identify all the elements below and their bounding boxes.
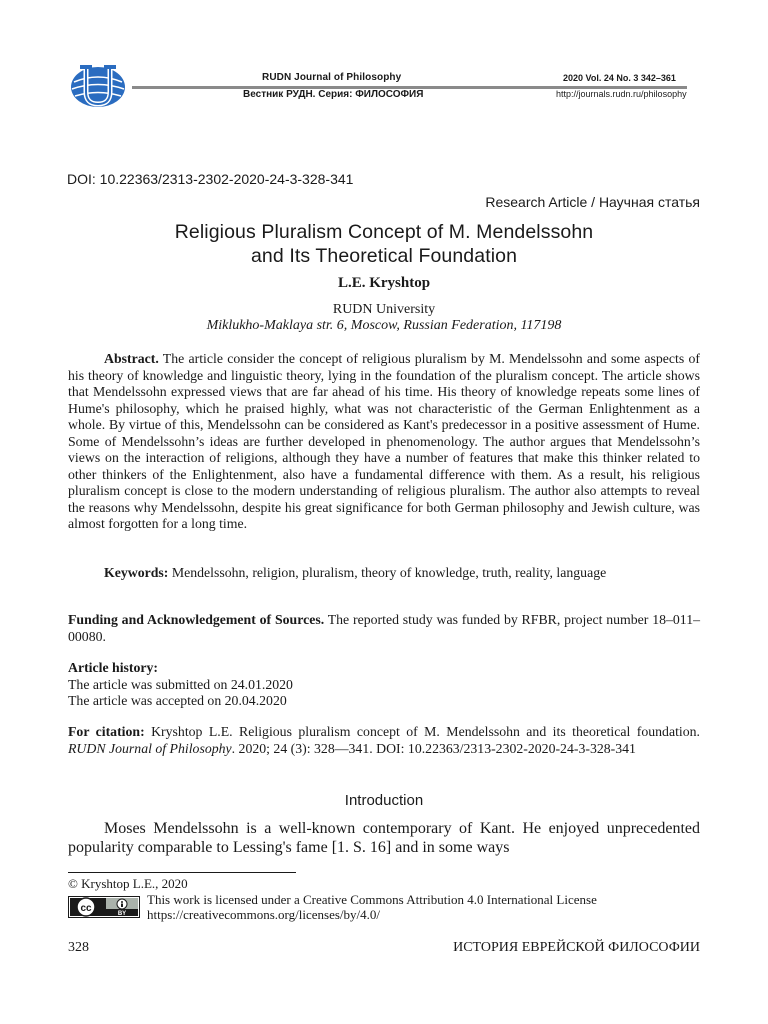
history-accepted: The article was accepted on 20.04.2020 (68, 693, 287, 708)
citation-journal: RUDN Journal of Philosophy (68, 740, 232, 756)
abstract-label: Abstract. (104, 351, 159, 366)
keywords (68, 565, 700, 582)
citation-label: For citation: (68, 724, 145, 739)
affiliation-org: RUDN University (332, 302, 436, 317)
citation-text-1: Kryshtop L.E. Religious pluralism concept of M. Mendelssohn and its theoretical foundation. (144, 724, 700, 739)
article-title-line-2: and Its Theoretical Foundation (250, 245, 518, 267)
history-label: Article history: (68, 660, 159, 675)
license-url[interactable]: https://creativecommons.org/licenses/by/4.0/ (147, 907, 380, 922)
abstract (68, 351, 700, 533)
copyright: © Kryshtop L.E., 2020 (68, 876, 188, 891)
funding (68, 612, 700, 645)
article-title (68, 220, 700, 268)
rudn-logo-icon (66, 62, 130, 112)
affiliation-address: Miklukho-Maklaya str. 6, Moscow, Russian Federation, 117198 (206, 318, 562, 333)
funding-text: The reported study was funded by RFBR, project number 18–011–00080. (68, 612, 700, 644)
journal-issue: 2020 Vol. 24 No. 3 342–361 (563, 73, 676, 83)
affiliation (68, 302, 700, 334)
doi: DOI: 10.22363/2313-2302-2020-24-3-328-341 (67, 171, 354, 187)
author-name: L.E. Kryshtop (337, 275, 431, 291)
funding-label: Funding and Acknowledgement of Sources. (68, 612, 325, 627)
article-history (68, 660, 700, 710)
introduction-heading: Introduction (344, 792, 424, 809)
by-badge-label: BY (117, 911, 127, 917)
journal-url[interactable]: http://journals.rudn.ru/philosophy (556, 89, 687, 99)
cc-badge-label: cc (80, 903, 92, 914)
footnote-rule (68, 872, 296, 873)
article-type: Research Article / Научная статья (485, 194, 700, 210)
license-line: This work is licensed under a Creative Commons Attribution 4.0 International License (147, 892, 597, 907)
page-number: 328 (68, 940, 89, 955)
license-text (147, 892, 597, 922)
keywords-label: Keywords: (104, 565, 169, 580)
history-submitted: The article was submitted on 24.01.2020 (68, 676, 293, 692)
introduction-text: Moses Mendelssohn is a well-known contemporary of Kant. He enjoyed unprecedented popularity comparable to Lessing's fame [1. S. 16] and in some ways (68, 820, 700, 856)
abstract-text: The article consider the concept of religious pluralism by M. Mendelssohn and some aspects of his theory of knowledge and linguistic theory, lying in the foundation of the pluralism concept. The article shows that Mendelssohn expressed views that are far ahead of his time. His theory of knowledge repeats some lines of Hume's philosophy, which he praised highly, what was not characteristic of the German Enlightenment as a whole. By virtue of this, Mendelssohn can be considered as Kant's predecessor in a positive assessment of Hume. Some of Mendelssohn’s ideas are further developed in phenomenology. The author argues that Mendelssohn’s views on the interaction of religions, although they have a number of features that make this thinker related to other thinkers of the Enlightenment, also have a fundamental difference with them. As a result, his religious pluralism concept is close to the modern understanding of religious pluralism. The author also attempts to reveal the reasons why Mendelssohn, despite his great significance for both German philosophy and Jewish culture, was almost forgotten for a long time. (68, 351, 700, 531)
citation-text-2: . 2020; 24 (3): 328—341. DOI: 10.22363/2313-2302-2020-24-3-328-341 (231, 740, 636, 756)
article-title-line-1: Religious Pluralism Concept of M. Mendelssohn (174, 221, 594, 243)
section-name: ИСТОРИЯ ЕВРЕЙСКОЙ ФИЛОСОФИИ (453, 940, 700, 955)
cc-by-badge-icon[interactable] (68, 896, 140, 918)
journal-name-en: RUDN Journal of Philosophy (262, 72, 402, 83)
journal-name-ru: Вестник РУДН. Серия: ФИЛОСОФИЯ (243, 89, 424, 100)
keywords-text: Mendelssohn, religion, pluralism, theory of knowledge, truth, reality, language (168, 565, 607, 580)
citation (68, 724, 700, 757)
